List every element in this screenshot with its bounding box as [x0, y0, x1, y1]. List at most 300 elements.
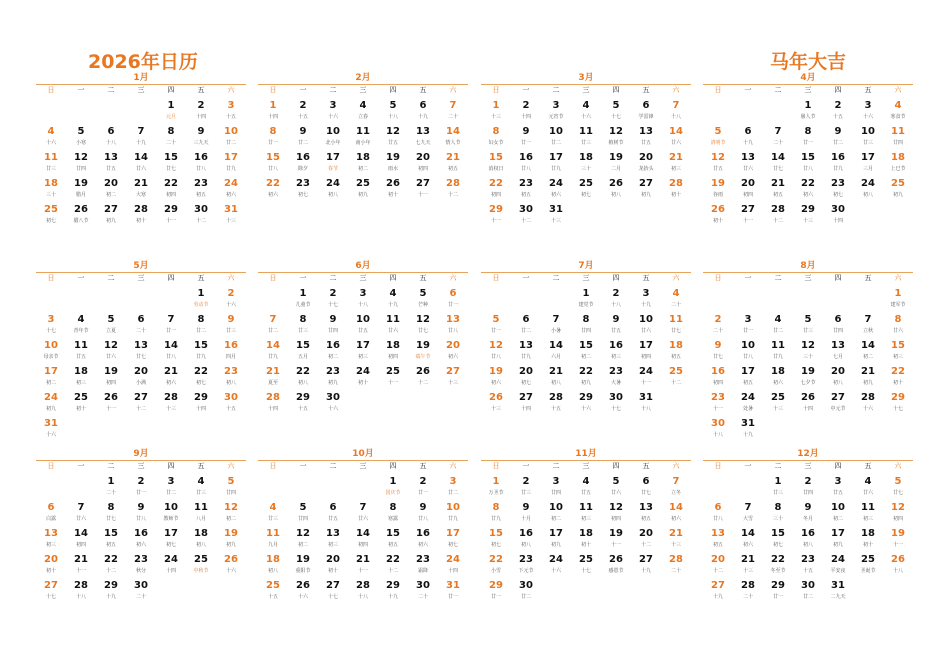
- empty-cell: [703, 472, 733, 498]
- lunar-date: 腊八节: [73, 218, 89, 224]
- day-number: 19: [711, 178, 725, 189]
- day-number: 15: [104, 528, 118, 539]
- empty-cell: [66, 472, 96, 498]
- weekday-header: 日: [47, 274, 55, 282]
- day-number: 15: [489, 528, 503, 539]
- day-cell: [126, 524, 156, 550]
- day-number: 21: [164, 366, 178, 377]
- day-cell: [733, 122, 763, 148]
- day-cell: [823, 498, 853, 524]
- day-number: 6: [714, 502, 722, 513]
- lunar-date: 廿五: [387, 140, 398, 146]
- lunar-date: 初七: [447, 542, 458, 548]
- day-cell: [883, 388, 913, 414]
- day-cell: [481, 362, 511, 388]
- day-number: 6: [419, 100, 427, 111]
- day-cell: [126, 550, 156, 576]
- day-number: 25: [891, 178, 905, 189]
- weekday-header: 三: [137, 86, 145, 94]
- lunar-date: 廿六: [742, 166, 753, 172]
- lunar-date: 中秋节: [193, 568, 209, 574]
- day-number: 14: [164, 340, 178, 351]
- day-number: 16: [296, 152, 310, 163]
- day-number: 1: [269, 100, 277, 111]
- empty-cell: [481, 284, 511, 310]
- day-cell: [631, 550, 661, 576]
- lunar-date: 初四: [490, 192, 501, 198]
- weekday-header: 二: [774, 462, 782, 470]
- lunar-date: 三十: [45, 192, 56, 198]
- day-number: 20: [711, 554, 725, 565]
- day-cell: [571, 174, 601, 200]
- day-number: 23: [801, 554, 815, 565]
- lunar-date: 下元节: [518, 568, 534, 574]
- lunar-date: 廿七: [772, 166, 783, 172]
- day-number: 1: [197, 288, 205, 299]
- day-cell: [853, 388, 883, 414]
- lunar-date: 廿三: [297, 328, 308, 334]
- day-number: 30: [224, 392, 238, 403]
- day-number: 21: [669, 152, 683, 163]
- day-number: 23: [194, 178, 208, 189]
- day-cell: [631, 362, 661, 388]
- day-cell: [96, 122, 126, 148]
- day-number: 19: [609, 152, 623, 163]
- day-number: 30: [519, 204, 533, 215]
- lunar-date: 初二: [357, 166, 368, 172]
- day-cell: [408, 472, 438, 498]
- empty-cell: [601, 200, 631, 226]
- day-number: 30: [194, 204, 208, 215]
- day-cell: [66, 550, 96, 576]
- day-number: 16: [711, 366, 725, 377]
- day-cell: [793, 362, 823, 388]
- lunar-date: 廿五: [327, 516, 338, 522]
- day-cell: [481, 174, 511, 200]
- day-cell: [793, 550, 823, 576]
- day-cell: [216, 362, 246, 388]
- lunar-date: 十五: [225, 406, 236, 412]
- lunar-date: 初九: [580, 380, 591, 386]
- day-cell: [703, 336, 733, 362]
- day-cell: [258, 362, 288, 388]
- weekday-header: 六: [449, 86, 457, 94]
- lunar-date: 初九: [225, 542, 236, 548]
- day-number: 5: [894, 476, 902, 487]
- day-number: 12: [711, 152, 725, 163]
- day-cell: [661, 148, 691, 174]
- day-cell: [883, 96, 913, 122]
- day-number: 29: [489, 204, 503, 215]
- day-cell: [36, 576, 66, 602]
- lunar-date: 初九: [832, 542, 843, 548]
- day-cell: [733, 524, 763, 550]
- lunar-date: 廿七: [417, 328, 428, 334]
- weekday-header: 一: [522, 86, 530, 94]
- day-cell: [186, 550, 216, 576]
- day-cell: [511, 122, 541, 148]
- day-number: 3: [552, 476, 560, 487]
- lunar-date: 初十: [862, 542, 873, 548]
- day-cell: [703, 174, 733, 200]
- day-number: 22: [891, 366, 905, 377]
- day-cell: [481, 498, 511, 524]
- day-number: 3: [167, 476, 175, 487]
- day-number: 9: [329, 314, 337, 325]
- weekday-header: 六: [672, 86, 680, 94]
- day-number: 8: [389, 502, 397, 513]
- day-cell: [763, 524, 793, 550]
- day-number: 24: [549, 554, 563, 565]
- day-cell: [318, 524, 348, 550]
- empty-cell: [571, 576, 601, 602]
- day-cell: [541, 388, 571, 414]
- day-cell: [703, 576, 733, 602]
- lunar-date: 十三: [225, 218, 236, 224]
- day-cell: [511, 336, 541, 362]
- month-name: 11月: [481, 449, 691, 461]
- empty-cell: [66, 96, 96, 122]
- empty-cell: [823, 414, 853, 440]
- day-cell: [186, 122, 216, 148]
- weekday-header: 四: [389, 462, 397, 470]
- lunar-date: 廿八: [267, 166, 278, 172]
- lunar-date: 廿四: [550, 490, 561, 496]
- day-cell: [378, 524, 408, 550]
- empty-cell: [288, 472, 318, 498]
- lunar-date: 廿九: [490, 516, 501, 522]
- day-cell: [36, 414, 66, 440]
- day-number: 25: [266, 580, 280, 591]
- lunar-date: 初二: [832, 516, 843, 522]
- day-number: 9: [522, 126, 530, 137]
- day-number: 18: [861, 528, 875, 539]
- lunar-date: 六月: [550, 354, 561, 360]
- lunar-date: 初六: [742, 542, 753, 548]
- lunar-date: 十一: [75, 568, 86, 574]
- day-number: 31: [549, 204, 563, 215]
- day-number: 27: [831, 392, 845, 403]
- day-cell: [631, 498, 661, 524]
- day-cell: [823, 472, 853, 498]
- day-cell: [823, 122, 853, 148]
- empty-cell: [853, 576, 883, 602]
- day-cell: [288, 336, 318, 362]
- day-number: 29: [489, 580, 503, 591]
- day-cell: [36, 362, 66, 388]
- weekday-header: 二: [329, 462, 337, 470]
- day-number: 5: [612, 476, 620, 487]
- lunar-date: 十二: [195, 218, 206, 224]
- day-cell: [288, 576, 318, 602]
- day-cell: [156, 96, 186, 122]
- day-cell: [823, 362, 853, 388]
- month-name: 10月: [258, 449, 468, 461]
- lunar-date: 十八: [640, 406, 651, 412]
- day-number: 6: [47, 502, 55, 513]
- lunar-date: 十二: [772, 218, 783, 224]
- day-cell: [318, 576, 348, 602]
- day-number: 28: [134, 204, 148, 215]
- day-number: 17: [639, 340, 653, 351]
- lunar-date: 初四: [892, 516, 903, 522]
- lunar-date: 十六: [297, 594, 308, 600]
- lunar-date: 廿一: [267, 140, 278, 146]
- lunar-date: 初七: [520, 380, 531, 386]
- month-block: [481, 73, 691, 226]
- day-cell: [288, 122, 318, 148]
- lunar-date: 初九: [640, 192, 651, 198]
- day-cell: [601, 472, 631, 498]
- day-cell: [661, 96, 691, 122]
- day-cell: [216, 472, 246, 498]
- lunar-date: 廿三: [45, 166, 56, 172]
- day-number: 15: [801, 152, 815, 163]
- lunar-date: 十九: [135, 140, 146, 146]
- lunar-date: 大暑: [610, 380, 621, 386]
- lunar-date: 初九: [357, 192, 368, 198]
- day-cell: [763, 388, 793, 414]
- day-cell: [186, 174, 216, 200]
- lunar-date: 初二: [45, 380, 56, 386]
- day-number: 1: [774, 476, 782, 487]
- day-cell: [823, 310, 853, 336]
- lunar-date: 廿二: [520, 328, 531, 334]
- day-cell: [511, 148, 541, 174]
- day-cell: [96, 200, 126, 226]
- day-cell: [733, 148, 763, 174]
- day-number: 29: [891, 392, 905, 403]
- day-number: 22: [579, 366, 593, 377]
- day-cell: [541, 174, 571, 200]
- day-cell: [216, 336, 246, 362]
- month-block: [703, 261, 913, 440]
- lunar-date: 廿六: [357, 516, 368, 522]
- day-number: 25: [579, 554, 593, 565]
- day-number: 26: [891, 554, 905, 565]
- empty-cell: [853, 414, 883, 440]
- lunar-date: 初十: [327, 568, 338, 574]
- day-number: 5: [299, 502, 307, 513]
- day-number: 8: [582, 314, 590, 325]
- day-number: 24: [741, 392, 755, 403]
- lunar-date: 廿二: [802, 594, 813, 600]
- day-cell: [481, 336, 511, 362]
- lunar-date: 儿童节: [295, 302, 311, 308]
- day-cell: [408, 96, 438, 122]
- day-number: 6: [449, 288, 457, 299]
- day-number: 16: [224, 340, 238, 351]
- lunar-date: 七夕节: [800, 380, 816, 386]
- day-number: 27: [446, 366, 460, 377]
- empty-cell: [126, 96, 156, 122]
- day-cell: [601, 524, 631, 550]
- day-number: 7: [449, 100, 457, 111]
- day-number: 10: [549, 502, 563, 513]
- day-cell: [481, 122, 511, 148]
- day-cell: [661, 472, 691, 498]
- day-cell: [883, 284, 913, 310]
- day-cell: [66, 576, 96, 602]
- lunar-date: 龙抬头: [638, 166, 654, 172]
- day-cell: [96, 148, 126, 174]
- day-cell: [408, 284, 438, 310]
- day-cell: [631, 524, 661, 550]
- lunar-date: 初九: [862, 380, 873, 386]
- day-cell: [601, 284, 631, 310]
- day-number: 22: [194, 366, 208, 377]
- day-number: 30: [801, 580, 815, 591]
- empty-cell: [853, 284, 883, 310]
- day-cell: [661, 362, 691, 388]
- lunar-date: 十一: [357, 568, 368, 574]
- day-number: 20: [44, 554, 58, 565]
- day-cell: [216, 148, 246, 174]
- day-number: 6: [642, 100, 650, 111]
- weekday-header: 四: [167, 274, 175, 282]
- day-cell: [571, 388, 601, 414]
- empty-cell: [36, 284, 66, 310]
- day-number: 11: [266, 528, 280, 539]
- weekday-header: 六: [227, 86, 235, 94]
- day-cell: [378, 362, 408, 388]
- day-cell: [511, 388, 541, 414]
- day-cell: [36, 148, 66, 174]
- day-number: 26: [104, 392, 118, 403]
- day-cell: [216, 284, 246, 310]
- day-cell: [156, 200, 186, 226]
- lunar-date: 十四: [195, 114, 206, 120]
- day-cell: [481, 472, 511, 498]
- empty-cell: [258, 472, 288, 498]
- empty-cell: [763, 284, 793, 310]
- day-cell: [126, 362, 156, 388]
- lunar-date: 十三: [165, 406, 176, 412]
- lunar-date: 初五: [520, 192, 531, 198]
- day-number: 25: [579, 178, 593, 189]
- day-cell: [96, 174, 126, 200]
- day-number: 12: [224, 502, 238, 513]
- day-number: 19: [296, 554, 310, 565]
- weekday-header: 五: [642, 86, 650, 94]
- day-number: 11: [44, 152, 58, 163]
- day-number: 8: [804, 126, 812, 137]
- day-number: 30: [519, 580, 533, 591]
- day-number: 28: [266, 392, 280, 403]
- day-number: 18: [44, 178, 58, 189]
- day-cell: [511, 472, 541, 498]
- lunar-date: 大雪: [742, 516, 753, 522]
- lunar-date: 二十: [670, 302, 681, 308]
- day-cell: [763, 576, 793, 602]
- lunar-date: 十二: [387, 568, 398, 574]
- lunar-date: 廿九: [267, 354, 278, 360]
- day-cell: [763, 122, 793, 148]
- day-number: 29: [104, 580, 118, 591]
- day-number: 4: [359, 100, 367, 111]
- lunar-date: 十二: [712, 568, 723, 574]
- lunar-date: 初八: [520, 542, 531, 548]
- day-cell: [348, 524, 378, 550]
- day-cell: [96, 524, 126, 550]
- day-number: 6: [834, 314, 842, 325]
- lunar-date: 廿六: [105, 354, 116, 360]
- day-cell: [348, 362, 378, 388]
- day-number: 31: [831, 580, 845, 591]
- weekday-header: 三: [804, 86, 812, 94]
- day-cell: [853, 498, 883, 524]
- lunar-date: 初十: [387, 192, 398, 198]
- day-number: 22: [489, 178, 503, 189]
- lunar-date: 十七: [327, 594, 338, 600]
- lunar-date: 廿八: [742, 354, 753, 360]
- weekday-header: 五: [197, 274, 205, 282]
- day-cell: [216, 174, 246, 200]
- lunar-date: 廿二: [772, 328, 783, 334]
- day-cell: [661, 284, 691, 310]
- lunar-date: 南小年: [355, 140, 371, 146]
- day-number: 22: [801, 178, 815, 189]
- lunar-date: 初五: [640, 516, 651, 522]
- lunar-date: 廿九: [520, 354, 531, 360]
- lunar-date: 十四: [165, 568, 176, 574]
- lunar-date: 廿二: [520, 594, 531, 600]
- lunar-date: 四月: [225, 354, 236, 360]
- day-cell: [96, 362, 126, 388]
- day-number: 15: [194, 340, 208, 351]
- lunar-date: 廿一: [447, 594, 458, 600]
- lunar-date: 廿二: [225, 140, 236, 146]
- lunar-date: 初二: [105, 192, 116, 198]
- day-cell: [156, 388, 186, 414]
- lunar-date: 初八: [610, 192, 621, 198]
- lunar-date: 十三: [490, 114, 501, 120]
- lunar-date: 廿六: [387, 328, 398, 334]
- day-cell: [883, 122, 913, 148]
- day-cell: [571, 472, 601, 498]
- empty-cell: [126, 284, 156, 310]
- lunar-date: 廿五: [580, 490, 591, 496]
- day-cell: [511, 200, 541, 226]
- day-number: 27: [104, 204, 118, 215]
- day-cell: [156, 336, 186, 362]
- day-number: 30: [831, 204, 845, 215]
- lunar-date: 初八: [327, 192, 338, 198]
- weekday-header: 三: [137, 274, 145, 282]
- lunar-date: 初三: [862, 516, 873, 522]
- day-number: 6: [137, 314, 145, 325]
- day-cell: [793, 148, 823, 174]
- lunar-date: 廿四: [892, 140, 903, 146]
- day-number: 31: [224, 204, 238, 215]
- empty-cell: [156, 284, 186, 310]
- lunar-date: 谷雨: [712, 192, 723, 198]
- weekday-header: 三: [137, 462, 145, 470]
- day-cell: [511, 524, 541, 550]
- month-name: 6月: [258, 261, 468, 273]
- day-number: 4: [269, 502, 277, 513]
- lunar-date: 圣诞节: [860, 568, 876, 574]
- empty-cell: [703, 96, 733, 122]
- month-block: [703, 449, 913, 602]
- lunar-date: 十二: [670, 380, 681, 386]
- lunar-date: 立冬: [670, 490, 681, 496]
- empty-cell: [348, 472, 378, 498]
- day-number: 4: [672, 288, 680, 299]
- lunar-date: 十七: [610, 406, 621, 412]
- lunar-date: 十七: [45, 328, 56, 334]
- day-number: 12: [74, 152, 88, 163]
